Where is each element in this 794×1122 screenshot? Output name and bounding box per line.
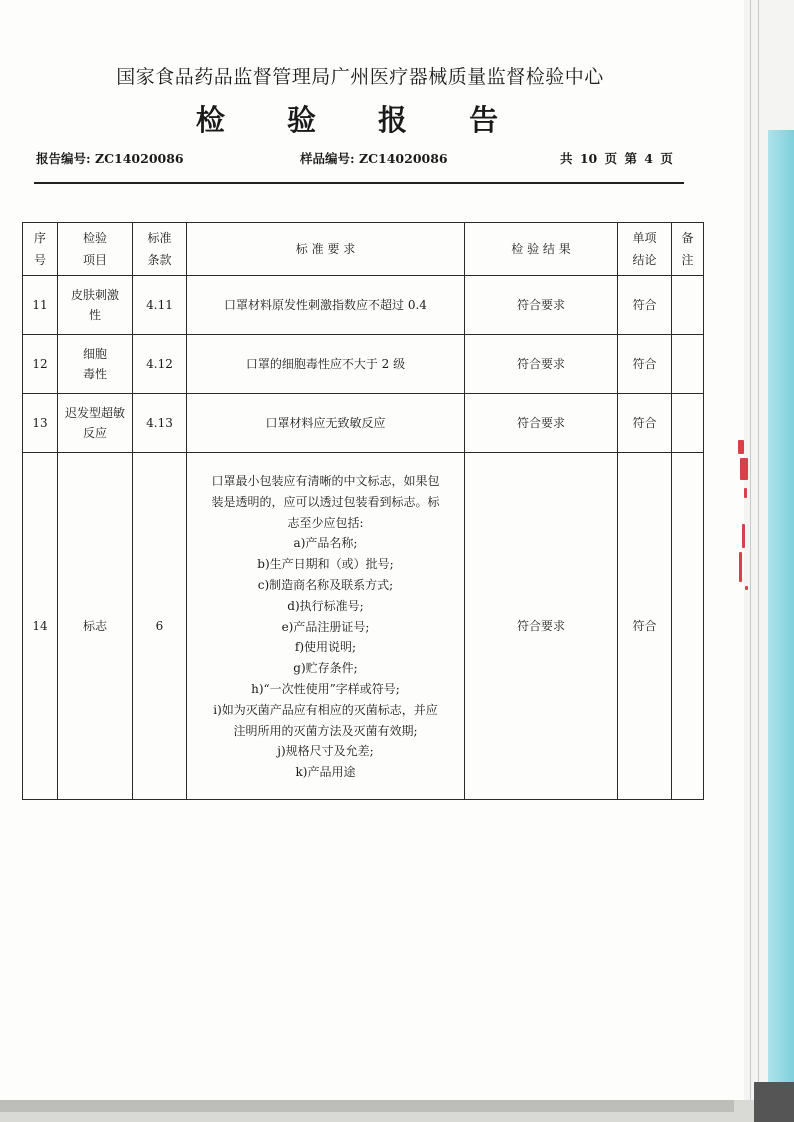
table-row: [23, 276, 704, 335]
cell-clause: 4.11: [133, 276, 187, 335]
requirement-line: h)“一次性使用”字样或符号;: [251, 681, 400, 696]
requirement-line: a)产品名称;: [293, 536, 358, 551]
cell-remark: [672, 453, 704, 800]
scan-corner: [754, 1082, 794, 1122]
cell-requirement: 口罩材料原发性刺激指数应不超过 0.4: [187, 276, 465, 335]
cell-item: 皮肤刺激性: [58, 276, 133, 335]
page-info: 共 10 页 第 4 页: [560, 151, 673, 166]
cell-remark: [672, 276, 704, 335]
header-divider: [34, 182, 684, 184]
table-row: [23, 453, 704, 800]
cell-result: 符合要求: [465, 394, 618, 453]
table-header-row: [23, 223, 704, 276]
requirement-line: 注明所用的灭菌方法及灭菌有效期;: [233, 723, 418, 738]
table-row: [23, 394, 704, 453]
cyan-binding-strip: [768, 130, 794, 1100]
header-clause: 标准条款: [133, 223, 187, 276]
report-title: 检 验 报 告: [195, 103, 525, 137]
header-result: 检 验 结 果: [465, 223, 618, 276]
requirement-line: j)规格尺寸及允差;: [277, 744, 374, 759]
requirement-line: 装是透明的，应可以透过包装看到标志。标: [211, 494, 440, 509]
header-requirement: 标 准 要 求: [187, 223, 465, 276]
cell-requirement: 口罩的细胞毒性应不大于 2 级: [187, 335, 465, 394]
requirement-line: i)如为灭菌产品应有相应的灭菌标志，并应: [213, 702, 438, 717]
cell-conclusion: 符合: [618, 453, 672, 800]
requirement-line: 口罩最小包装应有清晰的中文标志，如果包: [211, 474, 440, 489]
cell-clause: 6: [133, 453, 187, 800]
cell-item: 细胞毒性: [58, 335, 133, 394]
cell-remark: [672, 394, 704, 453]
cell-clause: 4.12: [133, 335, 187, 394]
cell-requirement: [187, 453, 465, 800]
header-item: 检验项目: [58, 223, 133, 276]
cell-seq: 14: [23, 453, 58, 800]
cell-clause: 4.13: [133, 394, 187, 453]
bottom-edge: [0, 1100, 794, 1122]
cell-conclusion: 符合: [618, 276, 672, 335]
requirement-line: f)使用说明;: [294, 640, 357, 655]
cell-result: 符合要求: [465, 453, 618, 800]
cell-result: 符合要求: [465, 276, 618, 335]
sample-number: 样品编号: ZC14020086: [300, 151, 448, 166]
cell-item: 标志: [58, 453, 133, 800]
inspection-table: [22, 222, 704, 800]
cell-requirement: 口罩材料应无致敏反应: [187, 394, 465, 453]
organization-name: 国家食品药品监督管理局广州医疗器械质量监督检验中心: [116, 66, 604, 88]
requirement-line: c)制造商名称及联系方式;: [257, 578, 394, 592]
cell-conclusion: 符合: [618, 394, 672, 453]
header-seq: 序号: [23, 223, 58, 276]
red-seal-fragment: [736, 440, 750, 590]
table-row: [23, 335, 704, 394]
header-conclusion: 单项结论: [618, 223, 672, 276]
cell-item: 迟发型超敏反应: [58, 394, 133, 453]
cell-result: 符合要求: [465, 335, 618, 394]
report-number: 报告编号: ZC14020086: [36, 151, 184, 166]
cell-seq: 13: [23, 394, 58, 453]
cell-conclusion: 符合: [618, 335, 672, 394]
requirement-line: 志至少应包括:: [287, 515, 364, 530]
cell-seq: 12: [23, 335, 58, 394]
requirement-line: d)执行标准号;: [287, 598, 364, 613]
requirement-line: e)产品注册证号;: [281, 619, 370, 634]
header-remark: 备注: [672, 223, 704, 276]
cell-seq: 11: [23, 276, 58, 335]
requirement-line: g)贮存条件;: [293, 661, 358, 676]
cell-remark: [672, 335, 704, 394]
requirement-line: k)产品用途: [295, 765, 356, 780]
requirement-line: b)生产日期和（或）批号;: [257, 557, 394, 572]
requirement-list: [187, 469, 464, 783]
